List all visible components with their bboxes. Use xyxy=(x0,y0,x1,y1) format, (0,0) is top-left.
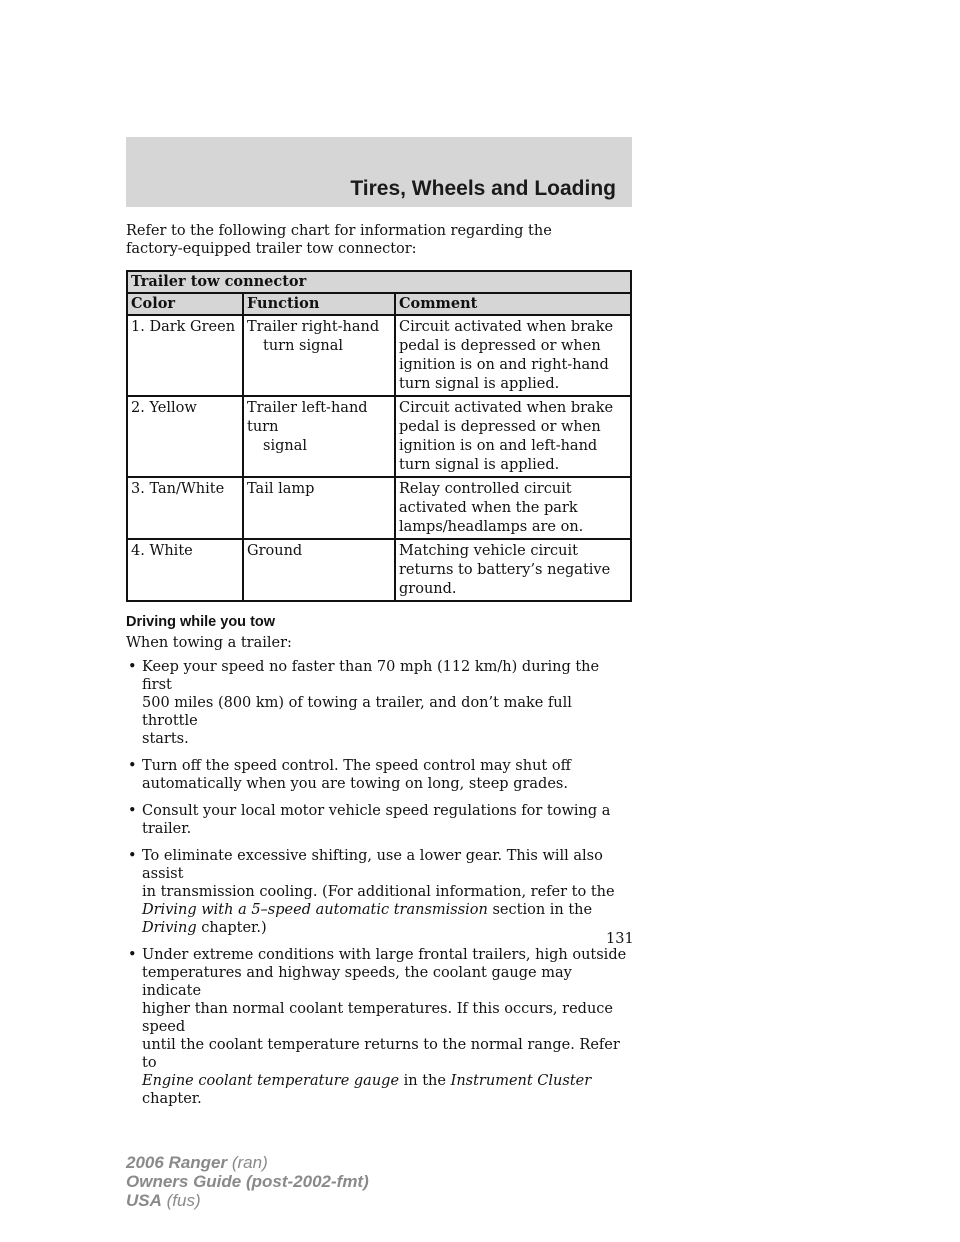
intro-line: Refer to the following chart for information regarding the xyxy=(126,223,552,239)
list-item: • Keep your speed no faster than 70 mph (112 km/h) during the first 500 miles (800 km) of towing a trailer, and don’t make full throttle starts. xyxy=(128,659,600,747)
cell-comment: Relay controlled circuit activated when the park lamps/headlamps are on. xyxy=(395,477,631,539)
cross-reference: Engine coolant temperature gauge xyxy=(142,1073,400,1089)
list-item: • Under extreme conditions with large frontal trailers, high outside temperatures and highway speeds, the coolant gauge may indicate higher than normal coolant temperatures. If this occurs, reduce speed until the coolant temperature returns to the normal range. Refer to Engine coolant temperature gauge in the Instrument Cluster chapter. xyxy=(128,947,627,1107)
document-footer: 2006 Ranger (ran) Owners Guide (post-2002-fmt) USA (fus) xyxy=(126,1153,369,1210)
section-lead: When towing a trailer: xyxy=(126,635,292,651)
bullet-icon: • xyxy=(128,848,137,864)
cell-function: Trailer left-hand turn signal xyxy=(243,396,395,477)
list-item: • Consult your local motor vehicle speed regulations for towing a trailer. xyxy=(128,803,611,837)
table-row xyxy=(127,315,631,396)
intro-paragraph xyxy=(126,222,632,258)
cell-comment: Circuit activated when brake pedal is depressed or when ignition is on and left-hand turn signal is applied. xyxy=(395,396,631,477)
trailer-tow-connector-table xyxy=(126,270,632,602)
page-content xyxy=(126,222,632,1117)
table-row xyxy=(127,477,631,539)
column-header-comment: Comment xyxy=(395,293,631,315)
cell-comment: Matching vehicle circuit returns to battery’s negative ground. xyxy=(395,539,631,601)
list-item: • To eliminate excessive shifting, use a lower gear. This will also assist in transmission cooling. (For additional information, refer to the Driving with a 5–speed automatic transmission section in the Driving chapter.) xyxy=(128,848,615,936)
chapter-title: Tires, Wheels and Loading xyxy=(350,177,616,200)
cross-reference: Driving xyxy=(142,920,197,936)
list-item: • Turn off the speed control. The speed control may shut off automatically when you are towing on long, steep grades. xyxy=(128,758,571,792)
intro-line: factory-equipped trailer tow connector: xyxy=(126,241,417,257)
bullet-icon: • xyxy=(128,947,137,963)
cell-comment: Circuit activated when brake pedal is depressed or when ignition is on and right-hand turn signal is applied. xyxy=(395,315,631,396)
cross-reference: Driving with a 5–speed automatic transmission xyxy=(142,902,488,918)
section-heading: Driving while you tow xyxy=(126,614,276,630)
cross-reference: Instrument Cluster xyxy=(450,1073,592,1089)
column-header-function: Function xyxy=(243,293,395,315)
page-number: 131 xyxy=(606,931,634,947)
cell-function: Tail lamp xyxy=(243,477,395,539)
cell-color: 2. Yellow xyxy=(127,396,243,477)
bullet-icon: • xyxy=(128,659,137,675)
table-row xyxy=(127,396,631,477)
cell-color: 1. Dark Green xyxy=(127,315,243,396)
column-header-color: Color xyxy=(127,293,243,315)
towing-tips-list xyxy=(126,658,632,1108)
table-title: Trailer tow connector xyxy=(127,271,631,293)
cell-color: 3. Tan/White xyxy=(127,477,243,539)
table-row xyxy=(127,539,631,601)
cell-color: 4. White xyxy=(127,539,243,601)
chapter-header xyxy=(126,137,632,207)
bullet-icon: • xyxy=(128,803,137,819)
bullet-icon: • xyxy=(128,758,137,774)
cell-function: Trailer right-hand turn signal xyxy=(243,315,395,396)
cell-function: Ground xyxy=(243,539,395,601)
